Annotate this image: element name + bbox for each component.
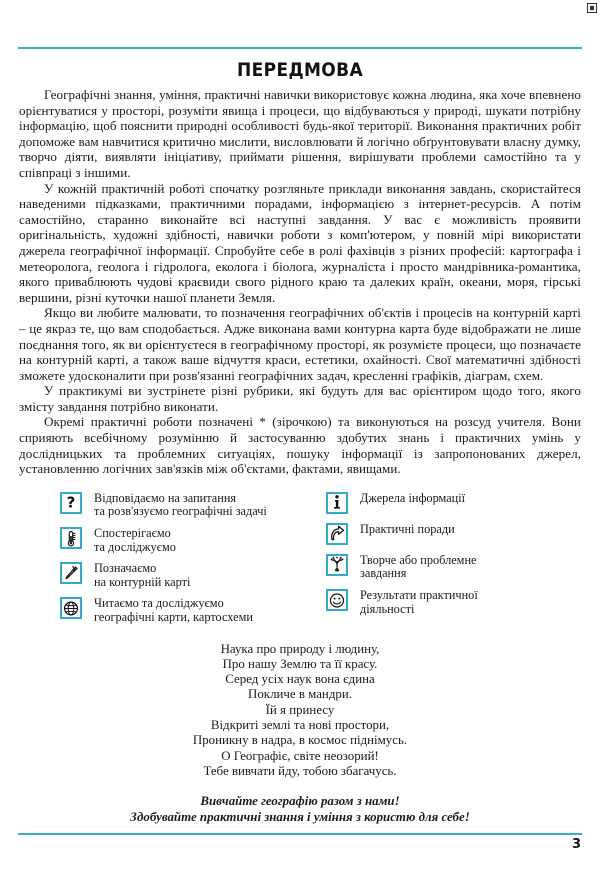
closing-line-1: Вивчайте географію разом з нами! — [200, 794, 400, 809]
legend-item-label — [360, 522, 455, 537]
legend-item-sources — [326, 491, 582, 515]
paragraph-3: Якщо ви любите малювати, то позначення географічних об'єктів і процесів на контурній карті – це якраз те, що вам сподобається. Адже виконана вами контурна карта буде відображати не лише поєднання того, як ви орієнтуєтеся в географічному просторі, як розумієте процеси, що позначаєте на контурній карті, а також ваше відчуття краси, естетики, охайності. Свої математичні здібності зможете удосконалити при розв'язанні географічних задач, кресленні графіків, діаграм, схем. — [19, 305, 581, 383]
preface-body — [18, 87, 582, 477]
top-divider-rule — [18, 47, 582, 49]
legend-item-tips — [326, 522, 582, 546]
legend-column-right — [326, 491, 582, 625]
question-mark-icon — [60, 492, 82, 514]
pencil-icon — [60, 562, 82, 584]
legend-line-2: діяльності — [360, 601, 415, 616]
legend-line-2: та розв'язуємо географічні задачі — [94, 504, 267, 519]
legend-line-1: Відповідаємо на запитання — [94, 490, 237, 505]
legend-item-mark-map — [60, 561, 326, 589]
legend-column-left — [60, 491, 326, 625]
legend-item-label — [94, 526, 176, 554]
curved-arrow-icon — [326, 523, 348, 545]
legend-line-1: Результати практичної — [360, 588, 478, 603]
crop-registration-mark — [587, 3, 597, 13]
legend-line-1: Джерела інформації — [360, 490, 466, 505]
legend-item-read-maps — [60, 596, 326, 624]
legend-item-label — [360, 588, 478, 616]
legend-line-1: Практичні поради — [360, 521, 455, 536]
page-number: 3 — [571, 837, 581, 853]
legend-line-1: Позначаємо — [94, 561, 157, 576]
bottom-divider-rule — [18, 833, 582, 835]
page-title: ПЕРЕДМОВА — [236, 60, 363, 81]
info-icon — [326, 492, 348, 514]
legend-item-label — [360, 491, 465, 506]
legend-item-label — [94, 491, 267, 519]
thermometer-icon — [60, 527, 82, 549]
legend-item-label — [94, 596, 253, 624]
svg-text:?: ? — [66, 494, 76, 512]
paragraph-1: Географічні знання, уміння, практичні навички використовує кожна людина, яка хоче впевнено орієнтуватися у просторі, розуміти явища і процеси, що відбуваються у природі, шукати потрібну інформацію, щоб пояснити природні особливості будь-якої території. Виконання практичних робіт допоможе вам навчитися критично мислити, висловлювати й логічно обґрунтовувати власну думку, творчо діяти, виявляти ініціативу, приймати рішення, вирішувати проблеми самостійно та у співпраці з іншими. — [19, 87, 581, 180]
poem-block — [18, 642, 582, 780]
smiley-icon — [326, 589, 348, 611]
poem-line: Тебе вивчати йду, тобою збагачусь. — [203, 763, 397, 778]
poem-line: Про нашу Землю та її красу. — [222, 656, 378, 671]
legend-item-questions — [60, 491, 326, 519]
poem-line: О Географіє, світе неозорий! — [221, 748, 379, 763]
paragraph-2: У кожній практичній роботі спочатку розгляньте приклади виконання завдань, скористайтеся наведеними підказками, практичними порадами, інформацією з інтернет-ресурсів. А потім самостійно, старанно виконайте всі наступні завдання. У вас є можливість проявити оригінальність, художні здібності, навички роботи з комп'ютером, у повній мірі використати джерела географічної інформації. Спробуйте себе в ролі фахівців з різних професій: картографа і метеоролога, геолога і гідролога, еколога і біолога, журналіста і просто мандрівника-романтика, якого приваблюють чудові краєвиди свого рідного краю та далеких країн, океани, моря, гірські вершини, різні куточки нашої планети Земля. — [19, 180, 581, 305]
poem-line: Проникну в надра, в космос піднімусь. — [192, 733, 408, 748]
legend-line-2: завдання — [360, 566, 407, 581]
legend-item-creative-task — [326, 553, 582, 581]
textbook-page — [18, 0, 582, 869]
poem-line: Відкриті землі та нові простори, — [210, 718, 390, 733]
paragraph-4: У практикумі ви зустрінете різні рубрики, які будуть для вас орієнтиром щодо того, якого змісту завдання потрібно виконати. — [19, 383, 581, 414]
legend-line-2: на контурній карті — [94, 574, 191, 589]
legend-line-1: Творче або проблемне — [360, 552, 477, 567]
legend-line-2: та досліджуємо — [94, 539, 176, 554]
poem-line: Серед усіх наук вона єдина — [225, 672, 375, 687]
poem-line: Їй я принесу — [265, 702, 335, 717]
firework-icon — [326, 554, 348, 576]
legend-item-label — [94, 561, 190, 589]
legend-item-label — [360, 553, 477, 581]
legend-item-observe — [60, 526, 326, 554]
legend-line-1: Спостерігаємо — [94, 526, 171, 541]
paragraph-5: Окремі практичні роботи позначені * (зірочкою) та виконуються на розсуд учителя. Вони сприяють всебічному розумінню й застосуванню здобутих знань і практичних умінь у дослідницьких та проблемних ситуаціях, пошуку інформації із запропонованих джерел, установленню логічних зав'язків між об'єктами, фактами, явищами. — [19, 414, 581, 477]
closing-call-to-action — [18, 794, 582, 825]
globe-icon — [60, 597, 82, 619]
legend-line-1: Читаємо та досліджуємо — [94, 596, 224, 611]
legend-item-results — [326, 588, 582, 616]
poem-line: Наука про природу і людину, — [220, 641, 380, 656]
closing-line-2: Здобувайте практичні знання і уміння з користю для себе! — [130, 809, 470, 824]
poem-line: Покличе в мандри. — [248, 687, 352, 702]
rubric-legend — [18, 491, 582, 625]
legend-line-2: географічні карти, картосхеми — [94, 610, 253, 624]
